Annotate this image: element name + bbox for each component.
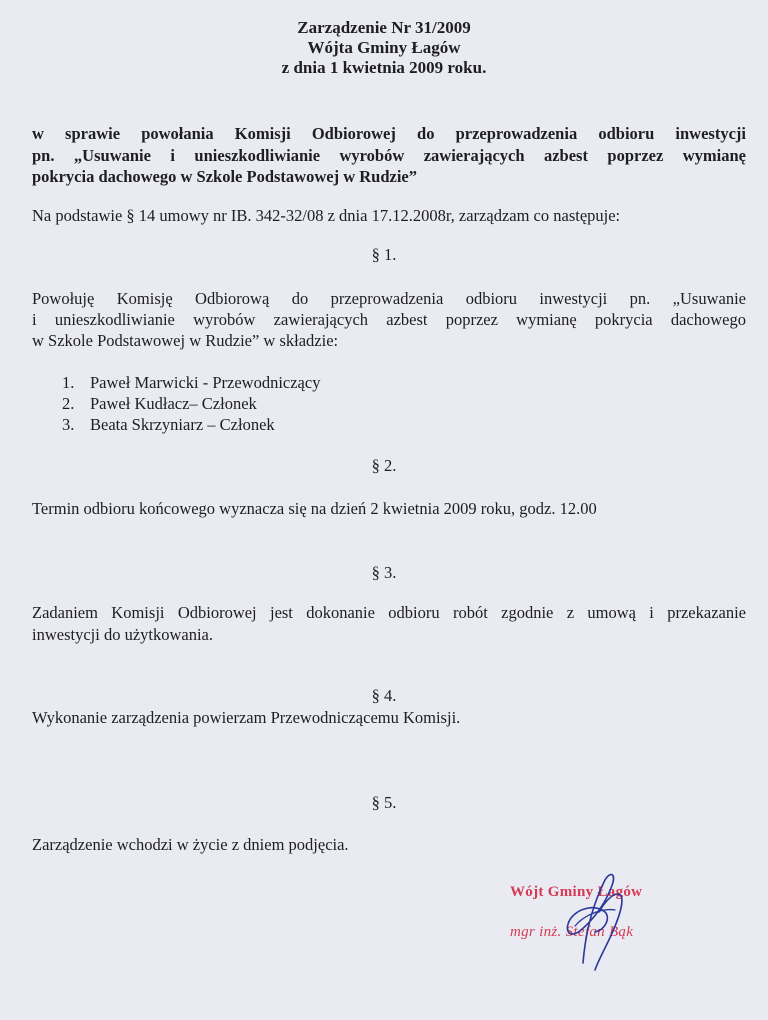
section-2-text: Termin odbioru końcowego wyznacza się na dzień 2 kwietnia 2009 roku, godz. 12.00 — [32, 499, 597, 518]
official-stamp-name: mgr inż. Stefan Bąk — [510, 924, 634, 940]
section-1-line-1: Powołuję Komisję Odbiorową do przeprowadzenia odbioru inwestycji pn. „Usuwanie — [32, 289, 746, 308]
list-item: 3. Beata Skrzyniarz – Członek — [62, 415, 275, 434]
section-mark-3: § 3. — [371, 563, 397, 582]
section-mark-2: § 2. — [371, 456, 397, 475]
legal-basis: Na podstawie § 14 umowy nr IB. 342-32/08 z dnia 17.12.2008r, zarządzam co następuje: — [32, 206, 621, 225]
document-issuer: Wójta Gminy Łagów — [307, 38, 461, 57]
section-mark-4: § 4. — [371, 686, 397, 705]
subject-line-1: w sprawie powołania Komisji Odbiorowej do przeprowadzenia odbioru inwestycji — [32, 124, 746, 143]
document-date: z dnia 1 kwietnia 2009 roku. — [281, 58, 487, 77]
subject-line-3: pokrycia dachowego w Szkole Podstawowej w Rudzie” — [32, 167, 417, 186]
section-3-line-1: Zadaniem Komisji Odbiorowej jest dokonanie odbioru robót zgodnie z umową i przekazanie — [32, 603, 746, 622]
commission-members-list — [62, 372, 320, 435]
list-item: 1. Paweł Marwicki - Przewodniczący — [62, 373, 321, 392]
document-title: Zarządzenie Nr 31/2009 — [297, 18, 471, 37]
subject-line-2: pn. „Usuwanie i unieszkodliwianie wyrobów zawierających azbest poprzez wymianę — [32, 146, 746, 165]
official-stamp-title: Wójt Gminy Łagów — [510, 884, 643, 900]
section-mark-5: § 5. — [371, 793, 397, 812]
section-4-text: Wykonanie zarządzenia powierzam Przewodniczącemu Komisji. — [32, 708, 461, 727]
list-item: 2. Paweł Kudłacz– Członek — [62, 394, 257, 413]
handwritten-signature — [555, 868, 645, 973]
section-mark-1: § 1. — [371, 245, 397, 264]
section-1-line-2: i unieszkodliwianie wyrobów zawierających azbest poprzez wymianę pokrycia dachowego — [32, 310, 746, 329]
section-3-line-2: inwestycji do użytkowania. — [32, 625, 214, 644]
section-5-text: Zarządzenie wchodzi w życie z dniem podjęcia. — [32, 835, 349, 854]
section-1-line-3: w Szkole Podstawowej w Rudzie” w składzie: — [32, 331, 339, 350]
